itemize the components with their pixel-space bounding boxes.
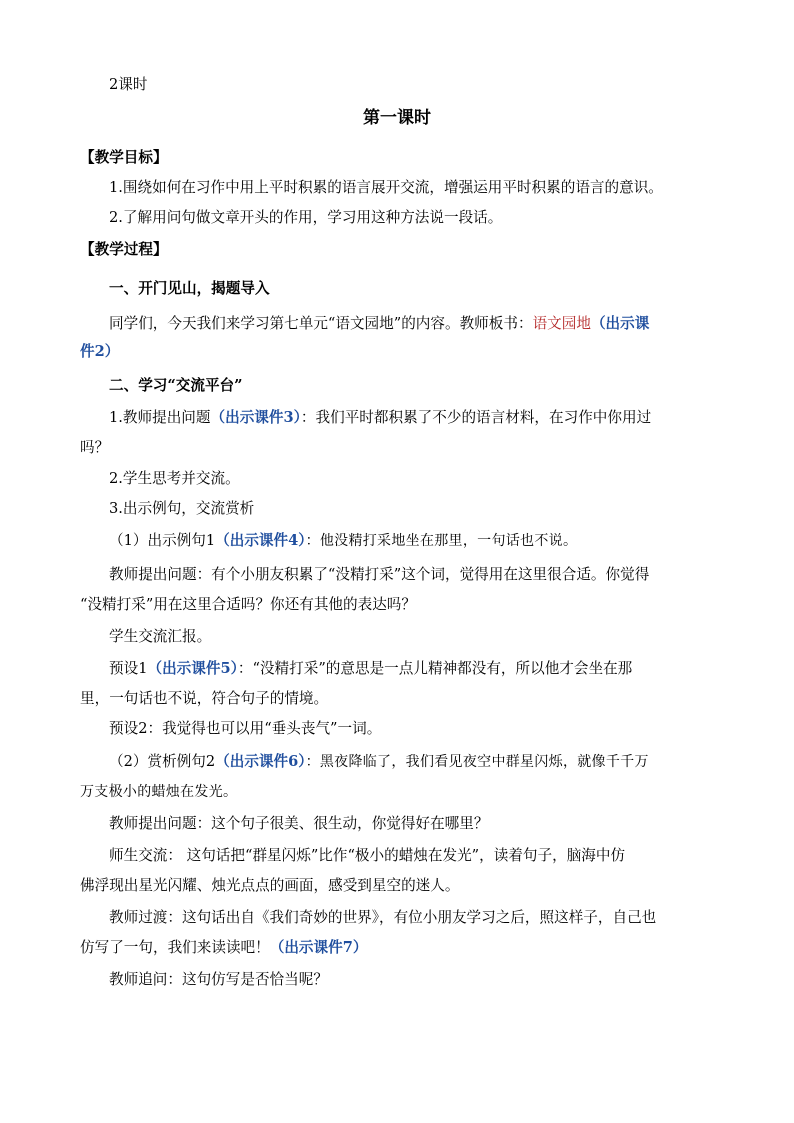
courseware-ref-cont: 件2） bbox=[80, 343, 120, 360]
objective-2: 2.了解用问句做文章开头的作用，学习用这种方法说一段话。 bbox=[109, 209, 503, 226]
question-1-body: ：我们平时都积累了不少的语言材料，在习作中你用过 bbox=[300, 409, 652, 426]
courseware-ref: （出示课件4） bbox=[215, 532, 306, 549]
preset-2: 预设2：我觉得也可以用“垂头丧气”一词。 bbox=[109, 720, 382, 737]
preset-1-line2: 里，一句话也不说，符合句子的情境。 bbox=[80, 690, 329, 707]
step-3: 3.出示例句，交流赏析 bbox=[109, 500, 255, 517]
question-1-text: 1.教师提出问题 bbox=[109, 409, 211, 426]
teacher-student-exchange-line2: 佛浮现出星光闪耀、烛光点点的画面，感受到星空的迷人。 bbox=[80, 877, 460, 894]
teacher-transition-line1: 教师过渡：这句话出自《我们奇妙的世界》，有位小朋友学习之后，照这样子，自己也 bbox=[109, 909, 657, 926]
example-2-line1 bbox=[109, 752, 649, 772]
teacher-follow-up: 教师追问：这句仿写是否恰当呢？ bbox=[109, 971, 328, 988]
example-2-sentence: ：黑夜降临了，我们看见夜空中群星闪烁，就像千千万 bbox=[305, 754, 649, 770]
board-writing: 语文园地 bbox=[532, 315, 591, 332]
question-1-line2: 吗？ bbox=[80, 439, 110, 456]
example-1-sentence: ：他没精打采地坐在那里，一句话也不说。 bbox=[305, 533, 578, 549]
session-count: 2课时 bbox=[109, 76, 148, 93]
intro-text: 同学们，今天我们来学习第七单元“语文园地”的内容。教师板书： bbox=[109, 315, 533, 332]
courseware-ref: （出示课件6） bbox=[215, 753, 306, 770]
courseware-ref: （出示课 bbox=[590, 315, 650, 332]
preset-1-line1 bbox=[109, 659, 632, 679]
teacher-student-exchange-line1: 师生交流： 这句话把“群星闪烁”比作“极小的蜡烛在发光”，读着句子，脑海中仿 bbox=[109, 847, 626, 864]
preset-1-label: 预设1 bbox=[109, 660, 148, 677]
teacher-question-2: 教师提出问题：这个句子很美、很生动，你觉得好在哪里？ bbox=[109, 815, 489, 832]
courseware-ref: （出示课件3） bbox=[210, 409, 301, 426]
objective-1: 1.围绕如何在习作中用上平时积累的语言展开交流，增强运用平时积累的语言的意识。 bbox=[109, 179, 663, 196]
step-2: 2.学生思考并交流。 bbox=[109, 470, 240, 487]
question-1-line1 bbox=[109, 408, 651, 428]
example-2-line2: 万支极小的蜡烛在发光。 bbox=[80, 784, 238, 800]
teacher-question-1-line2: “没精打采”用在这里合适吗？你还有其他的表达吗？ bbox=[80, 596, 416, 613]
page-title: 第一课时 bbox=[363, 108, 431, 128]
paragraph-intro-line1 bbox=[109, 314, 649, 334]
section1-heading: 一、开门见山，揭题导入 bbox=[109, 280, 270, 297]
teacher-question-1-line1: 教师提出问题：有个小朋友积累了“没精打采”这个词，觉得用在这里很合适。你觉得 bbox=[109, 566, 650, 583]
example-2-label: （2）赏析例句2 bbox=[109, 753, 216, 770]
transition-text: 仿写了一句，我们来读读吧！ bbox=[80, 939, 270, 956]
preset-1-text: ：“没精打采”的意思是一点儿精神都没有，所以他才会坐在那 bbox=[237, 660, 633, 677]
example-1 bbox=[109, 531, 577, 551]
objectives-heading: 【教学目标】 bbox=[80, 149, 168, 166]
student-report: 学生交流汇报。 bbox=[109, 628, 212, 645]
example-1-label: （1）出示例句1 bbox=[109, 532, 216, 549]
courseware-ref: （出示课件7） bbox=[269, 939, 368, 956]
process-heading: 【教学过程】 bbox=[80, 241, 168, 258]
section2-heading: 二、学习“交流平台” bbox=[109, 377, 243, 394]
courseware-ref: （出示课件5） bbox=[147, 660, 238, 677]
teacher-transition-line2 bbox=[80, 938, 367, 958]
